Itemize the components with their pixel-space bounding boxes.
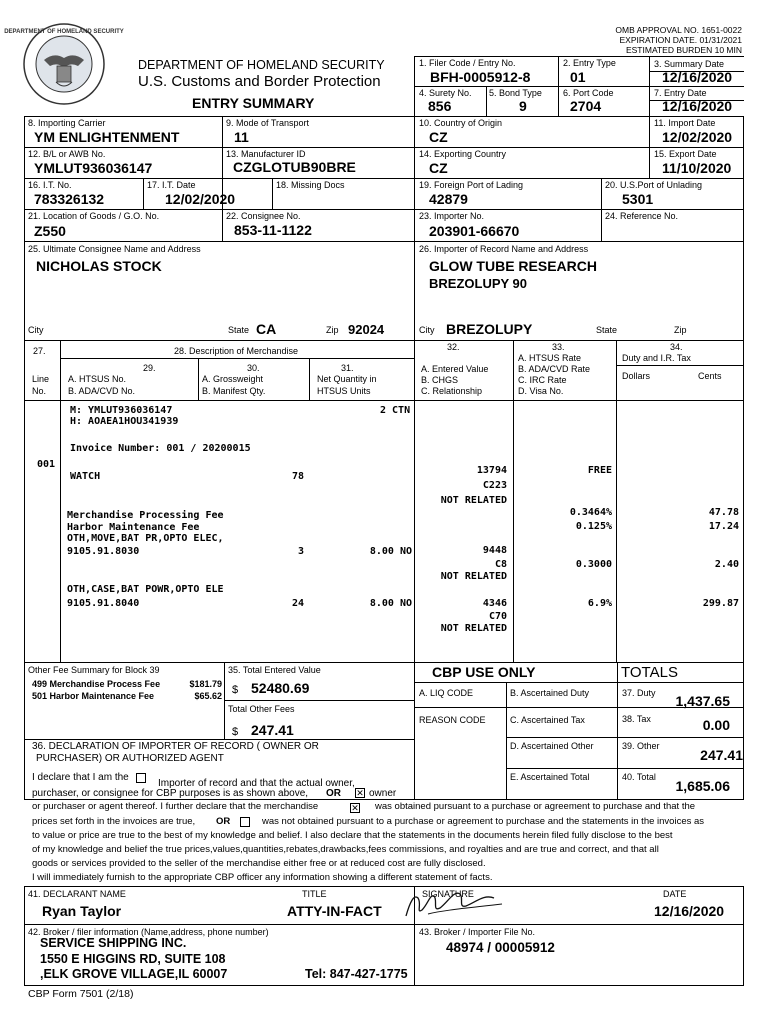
declaration-title-1: 36. DECLARATION OF IMPORTER OF RECORD ( OWNER OR xyxy=(32,741,319,752)
duty-label: 37. Duty xyxy=(622,688,656,698)
fee1-name: 499 Merchandise Process Fee xyxy=(32,679,161,689)
form-title: ENTRY SUMMARY xyxy=(192,95,315,111)
us-port-of-unlading[interactable]: 5301 xyxy=(622,191,654,207)
export-date[interactable]: 11/10/2020 xyxy=(662,160,732,176)
total-label: 40. Total xyxy=(622,772,656,782)
item3-entered-value: 4346 xyxy=(482,598,507,609)
mpf-label: Merchandise Processing Fee xyxy=(67,510,224,521)
col31-number: 31. xyxy=(341,363,354,373)
col30-number: 30. xyxy=(247,363,260,373)
box23-label: 23. Importer No. xyxy=(419,211,485,221)
item3-relationship: NOT RELATED xyxy=(440,623,507,634)
importer-of-record-checkbox[interactable] xyxy=(136,773,146,783)
item3-htsus: 9105.91.8040 xyxy=(67,598,140,609)
box9-label: 9. Mode of Transport xyxy=(226,118,310,128)
not-obtained-checkbox[interactable] xyxy=(240,817,250,827)
item2-relationship: NOT RELATED xyxy=(440,571,507,582)
marks-number: M: YMLUT936036147 xyxy=(70,405,173,416)
fee-summary-label: Other Fee Summary for Block 39 xyxy=(28,665,160,675)
declaration-p5: goods or services provided to the seller of the merchandise either free or at reduced cost are fully disclosed. xyxy=(32,858,486,869)
box3-label: 3. Summary Date xyxy=(654,59,725,69)
fee2-name: 501 Harbor Maintenance Fee xyxy=(32,691,155,701)
item2-htsus-rate: 0.3000 xyxy=(575,559,612,570)
col28-header: 28. Description of Merchandise xyxy=(174,346,299,356)
box20-label: 20. U.S.Port of Unlading xyxy=(605,180,703,190)
box35-label: 35. Total Entered Value xyxy=(228,665,321,675)
col30a: A. Grossweight xyxy=(202,374,264,384)
item1-htsus-rate: FREE xyxy=(587,465,612,476)
total-other[interactable]: 247.41 xyxy=(700,747,743,763)
item3-net-quantity: 8.00 NO xyxy=(369,598,412,609)
entry-number[interactable]: BFH-0005912-8 xyxy=(430,69,531,85)
col32c: C. Relationship xyxy=(421,386,483,396)
col29b: B. ADA/CVD No. xyxy=(68,386,136,396)
declare-or: OR xyxy=(326,788,341,799)
item1-entered-value: 13794 xyxy=(476,465,507,476)
consignee-city-label: City xyxy=(28,325,44,335)
importer-of-record-address[interactable]: BREZOLUPY 90 xyxy=(429,276,528,291)
ultimate-consignee-name[interactable]: NICHOLAS STOCK xyxy=(36,258,162,274)
consignee-state[interactable]: CA xyxy=(256,321,277,337)
box17-label: 17. I.T. Date xyxy=(147,180,196,190)
box15-label: 15. Export Date xyxy=(654,149,717,159)
total-duty[interactable]: 1,437.65 xyxy=(675,693,730,709)
box1-label: 1. Filer Code / Entry No. xyxy=(419,58,516,68)
item2-description: OTH,MOVE,BAT PR,OPTO ELEC, xyxy=(67,533,224,544)
item2-charges: C8 xyxy=(494,559,507,570)
col34-dollars: Dollars xyxy=(622,371,651,381)
importer-city[interactable]: BREZOLUPY xyxy=(446,321,533,337)
col31a: Net Quantity in xyxy=(317,374,377,384)
box22-label: 22. Consignee No. xyxy=(226,211,301,221)
entered-value-dollar: $ xyxy=(232,684,239,696)
box11-label: 11. Import Date xyxy=(654,118,716,128)
col29a: A. HTSUS No. xyxy=(68,374,127,384)
manufacturer-id[interactable]: CZGLOTUB90BRE xyxy=(233,159,356,175)
line-number: 001 xyxy=(37,459,56,470)
other-label: 39. Other xyxy=(622,741,660,751)
item2-duty: 2.40 xyxy=(714,559,739,570)
cbp-use-only: CBP USE ONLY xyxy=(432,664,536,680)
box13-label: 13. Manufacturer ID xyxy=(226,149,306,159)
import-date[interactable]: 12/02/2020 xyxy=(662,129,733,145)
col30b: B. Manifest Qty. xyxy=(202,386,266,396)
grand-total[interactable]: 1,685.06 xyxy=(675,778,730,794)
declarant-name[interactable]: Ryan Taylor xyxy=(42,903,122,919)
obtained-checkbox[interactable]: ✕ xyxy=(351,803,359,813)
declaration-p1a: or purchaser or agent thereof. I further declare that the merchandise xyxy=(32,801,319,812)
it-number[interactable]: 783326132 xyxy=(34,191,105,207)
broker-address-2[interactable]: ,ELK GROVE VILLAGE,IL 60007 xyxy=(40,967,228,981)
estimated-burden: ESTIMATED BURDEN 10 MIN xyxy=(625,45,742,55)
broker-address-1[interactable]: 1550 E HIGGINS RD, SUITE 108 xyxy=(40,952,226,966)
declarant-title[interactable]: ATTY-IN-FACT xyxy=(287,903,382,919)
hmf-rate: 0.125% xyxy=(575,521,612,532)
col33c: C. IRC Rate xyxy=(518,375,567,385)
ascertained-duty-label: B. Ascertained Duty xyxy=(510,688,590,698)
omb-approval: OMB APPROVAL NO. 1651-0022 xyxy=(615,25,742,35)
form-number: CBP Form 7501 (2/18) xyxy=(28,988,134,1000)
declare-importer-text: Importer of record and that the actual owner, xyxy=(158,778,355,789)
importer-of-record-name[interactable]: GLOW TUBE RESEARCH xyxy=(429,258,597,274)
col34a: Duty and I.R. Tax xyxy=(622,353,691,363)
expiration-date: EXPIRATION DATE. 01/31/2021 xyxy=(619,35,742,45)
total-other-fees[interactable]: 247.41 xyxy=(251,722,294,738)
department-name: DEPARTMENT OF HOMELAND SECURITY xyxy=(138,58,385,72)
box10-label: 10. Country of Origin xyxy=(419,118,503,128)
declaration-title-2: PURCHASER) OR AUTHORIZED AGENT xyxy=(36,753,224,764)
declaration-date[interactable]: 12/16/2020 xyxy=(654,903,725,919)
box42-label: 42. Broker / filer information (Name,address, phone number) xyxy=(28,927,269,937)
declaration-p2b: was not obtained pursuant to a purchase or agreement to purchase and the statements in the invoices as xyxy=(262,816,705,827)
other-fees-dollar: $ xyxy=(232,726,239,738)
col31b: HTSUS Units xyxy=(317,386,371,396)
box14-label: 14. Exporting Country xyxy=(419,149,507,159)
hmf-amount: 17.24 xyxy=(708,521,739,532)
it-date[interactable]: 12/02/2020 xyxy=(165,191,236,207)
invoice-number: Invoice Number: 001 / 20200015 xyxy=(70,443,251,454)
port-code[interactable]: 2704 xyxy=(570,98,602,114)
broker-file-number[interactable]: 48974 / 00005912 xyxy=(446,940,555,955)
agency-name: U.S. Customs and Border Protection xyxy=(138,73,381,90)
mode-of-transport[interactable]: 11 xyxy=(234,129,249,145)
box21-label: 21. Location of Goods / G.O. No. xyxy=(28,211,160,221)
col32b: B. CHGS xyxy=(421,375,459,385)
consignee-zip[interactable]: 92024 xyxy=(348,322,385,337)
col33a: A. HTSUS Rate xyxy=(518,353,582,363)
broker-name[interactable]: SERVICE SHIPPING INC. xyxy=(40,936,187,950)
mpf-rate: 0.3464% xyxy=(569,507,612,518)
total-other-fees-label: Total Other Fees xyxy=(228,704,295,714)
box41-label: 41. DECLARANT NAME xyxy=(28,889,126,899)
declare-purchaser-text: purchaser, or consignee for CBP purposes is as shown above, xyxy=(32,788,309,799)
broker-phone[interactable]: Tel: 847-427-1775 xyxy=(305,967,408,981)
total-tax[interactable]: 0.00 xyxy=(702,717,730,733)
house-number: H: AOAEA1HOU341939 xyxy=(70,416,179,427)
entry-date[interactable]: 12/16/2020 xyxy=(662,98,733,114)
box8-label: 8. Importing Carrier xyxy=(28,118,106,128)
bond-type[interactable]: 9 xyxy=(519,98,527,114)
declaration-p6: I will immediately furnish to the appropriate CBP officer any information showing a different statement of facts. xyxy=(32,872,493,883)
item3-description: OTH,CASE,BAT POWR,OPTO ELE xyxy=(67,584,224,595)
col27-no: No. xyxy=(32,386,47,396)
signature-label: SIGNATURE xyxy=(422,889,474,899)
surety-number[interactable]: 856 xyxy=(428,98,452,114)
box6-label: 6. Port Code xyxy=(563,88,614,98)
item3-charges: C70 xyxy=(488,611,507,622)
exporting-country[interactable]: CZ xyxy=(429,160,448,176)
box16-label: 16. I.T. No. xyxy=(28,180,72,190)
item3-grossweight: 24 xyxy=(292,598,305,609)
item3-htsus-rate: 6.9% xyxy=(587,598,612,609)
totals-title: TOTALS xyxy=(621,664,678,681)
owner-checkbox[interactable]: ✕ xyxy=(356,788,364,798)
country-of-origin[interactable]: CZ xyxy=(429,129,448,145)
location-of-goods[interactable]: Z550 xyxy=(34,223,66,239)
box4-label: 4. Surety No. xyxy=(419,88,472,98)
item2-entered-value: 9448 xyxy=(482,545,507,556)
item2-net-quantity: 8.00 NO xyxy=(369,546,412,557)
col34-cents: Cents xyxy=(698,371,722,381)
reason-code-label: REASON CODE xyxy=(419,715,486,725)
item3-duty: 299.87 xyxy=(702,598,739,609)
item1-charges: C223 xyxy=(482,480,507,491)
box24-label: 24. Reference No. xyxy=(605,211,679,221)
item1-grossweight: 78 xyxy=(292,471,305,482)
col33d: D. Visa No. xyxy=(518,386,564,396)
box18-label: 18. Missing Docs xyxy=(276,180,345,190)
importer-zip-label: Zip xyxy=(674,325,687,335)
importing-carrier[interactable]: YM ENLIGHTENMENT xyxy=(34,129,180,145)
declaration-p2a: prices set forth in the invoices are true, xyxy=(32,816,196,827)
tax-label: 38. Tax xyxy=(622,714,651,724)
title-label: TITLE xyxy=(302,889,327,899)
ascertained-total-label: E. Ascertained Total xyxy=(510,772,590,782)
hmf-label: Harbor Maintenance Fee xyxy=(67,522,200,533)
mpf-amount: 47.78 xyxy=(708,507,739,518)
box43-label: 43. Broker / Importer File No. xyxy=(419,927,536,937)
ascertained-tax-label: C. Ascertained Tax xyxy=(510,715,585,725)
liq-code-label: A. LIQ CODE xyxy=(419,688,474,698)
importer-city-label: City xyxy=(419,325,435,335)
item1-relationship: NOT RELATED xyxy=(440,495,507,506)
col32-number: 32. xyxy=(447,342,460,352)
col29-number: 29. xyxy=(143,363,156,373)
date-label: DATE xyxy=(663,889,687,899)
consignee-state-label: State xyxy=(228,325,250,335)
seal-lettering: DEPARTMENT OF HOMELAND SECURITY xyxy=(4,29,124,35)
declaration-p4: of my knowledge and belief the true prices,values,quantities,rebates,drawbacks,fees commissions, and royalties and are true and correct, and that all xyxy=(32,844,659,855)
ascertained-other-label: D. Ascertained Other xyxy=(510,741,594,751)
col27-number: 27. xyxy=(33,346,46,356)
item1-description: WATCH xyxy=(70,471,101,482)
box2-label: 2. Entry Type xyxy=(563,58,616,68)
consignee-number[interactable]: 853-11-1122 xyxy=(234,222,312,238)
col27-line: Line xyxy=(32,374,50,384)
box5-label: 5. Bond Type xyxy=(489,88,542,98)
box12-label: 12. B/L or AWB No. xyxy=(28,149,106,159)
declaration-p3: to value or price are true to the best of my knowledge and belief. I also declare that the statements in the documents herein filed fully disclose to the best xyxy=(32,830,673,841)
box7-label: 7. Entry Date xyxy=(654,88,707,98)
summary-date[interactable]: 12/16/2020 xyxy=(662,69,733,85)
carton-count: 2 CTN xyxy=(380,405,411,416)
item2-grossweight: 3 xyxy=(298,546,305,557)
declare-text: I declare that I am the xyxy=(32,772,129,783)
foreign-port-of-lading[interactable]: 42879 xyxy=(429,191,468,207)
box19-label: 19. Foreign Port of Lading xyxy=(419,180,524,190)
importer-state-label: State xyxy=(596,325,618,335)
box26-label: 26. Importer of Record Name and Address xyxy=(419,244,589,254)
dhs-seal xyxy=(4,22,124,106)
fee1-amount: $181.79 xyxy=(189,679,222,689)
col32a: A. Entered Value xyxy=(421,364,489,374)
declaration-p1b: was obtained pursuant to a purchase or agreement to purchase and that the xyxy=(375,801,696,812)
signature[interactable] xyxy=(398,884,510,924)
consignee-zip-label: Zip xyxy=(326,325,339,335)
col34-number: 34. xyxy=(670,342,683,352)
declare-owner-text: owner xyxy=(369,788,397,799)
importer-number[interactable]: 203901-66670 xyxy=(429,223,520,239)
fee2-amount: $65.62 xyxy=(194,691,222,701)
bl-awb-number[interactable]: YMLUT936036147 xyxy=(34,160,153,176)
item2-htsus: 9105.91.8030 xyxy=(67,546,140,557)
col33b: B. ADA/CVD Rate xyxy=(518,364,591,374)
box25-label: 25. Ultimate Consignee Name and Address xyxy=(28,244,201,254)
col33-number: 33. xyxy=(552,342,565,352)
declaration-p2-or: OR xyxy=(216,816,231,827)
entry-type[interactable]: 01 xyxy=(570,69,586,85)
total-entered-value[interactable]: 52480.69 xyxy=(251,680,310,696)
